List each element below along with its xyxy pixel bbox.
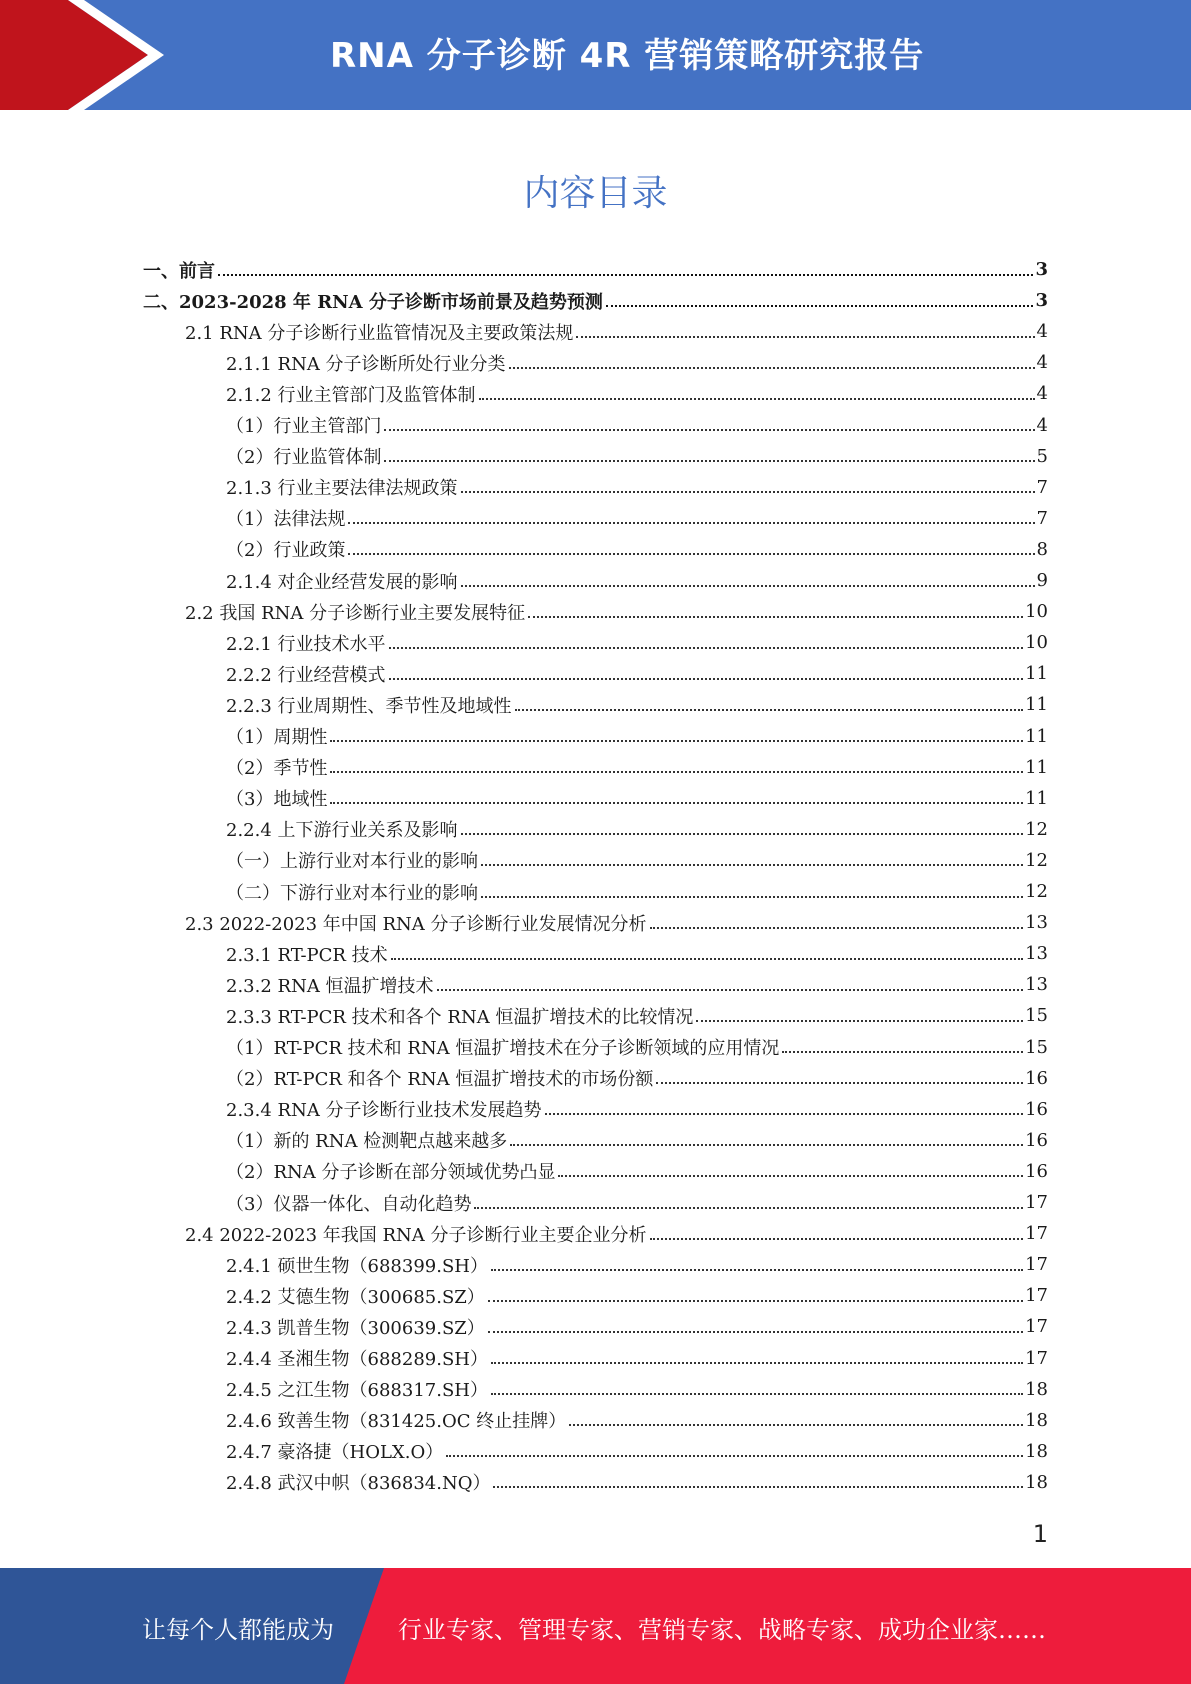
- toc-entry-label: 二、2023-2028 年 RNA 分子诊断市场前景及趋势预测: [143, 291, 603, 313]
- toc-dot-leader: [782, 1051, 1023, 1053]
- toc-entry-page: 11: [1025, 756, 1048, 778]
- toc-entry-label: 2.2.4 上下游行业关系及影响: [226, 820, 458, 842]
- toc-dot-leader: [437, 989, 1024, 991]
- toc-entry-label: （3）仪器一体化、自动化趋势: [226, 1193, 472, 1215]
- toc-dot-leader: [650, 1238, 1024, 1240]
- toc-dot-leader: [330, 771, 1023, 773]
- toc-dot-leader: [558, 1175, 1023, 1177]
- toc-entry-label: 2.3.3 RT-PCR 技术和各个 RNA 恒温扩增技术的比较情况: [226, 1006, 694, 1028]
- toc-entry-page: 17: [1025, 1254, 1048, 1276]
- toc-dot-leader: [461, 491, 1035, 493]
- toc-entry-label: 2.4.6 致善生物（831425.OC 终止挂牌）: [226, 1411, 567, 1433]
- toc-entry[interactable]: [226, 534, 1048, 565]
- toc-entry-label: 2.1.1 RNA 分子诊断所处行业分类: [226, 353, 506, 375]
- toc-entry[interactable]: [226, 1032, 1048, 1063]
- toc-entry[interactable]: [226, 721, 1048, 752]
- toc-dot-leader: [481, 864, 1023, 866]
- toc-entry[interactable]: [226, 1280, 1048, 1311]
- toc-dot-leader: [384, 460, 1034, 462]
- toc-entry[interactable]: [226, 1343, 1048, 1374]
- toc-entry-page: 18: [1025, 1378, 1048, 1400]
- toc-entry-page: 16: [1025, 1160, 1048, 1182]
- toc-entry-page: 13: [1025, 974, 1048, 996]
- toc-entry-page: 8: [1036, 538, 1048, 560]
- toc-entry-page: 4: [1036, 383, 1048, 405]
- toc-entry-page: 11: [1025, 787, 1048, 809]
- toc-entry-page: 4: [1036, 352, 1048, 374]
- toc-dot-leader: [491, 1269, 1023, 1271]
- toc-entry[interactable]: [185, 907, 1048, 938]
- toc-entry[interactable]: [226, 472, 1048, 503]
- toc-entry[interactable]: [226, 814, 1048, 845]
- toc-entry-page: 18: [1025, 1409, 1048, 1431]
- toc-entry-label: （2）行业监管体制: [226, 447, 382, 469]
- toc-dot-leader: [461, 833, 1024, 835]
- toc-entry[interactable]: [143, 285, 1048, 316]
- toc-dot-leader: [446, 1455, 1023, 1457]
- toc-entry-label: （2）季节性: [226, 758, 328, 780]
- toc-dot-leader: [606, 305, 1034, 307]
- toc-dot-leader: [218, 274, 1033, 276]
- toc-entry-label: （二）下游行业对本行业的影响: [226, 882, 478, 904]
- footer-slogan-right: 行业专家、管理专家、营销专家、战略专家、成功企业家……: [398, 1616, 1046, 1644]
- toc-dot-leader: [696, 1020, 1023, 1022]
- toc-dot-leader: [528, 616, 1023, 618]
- toc-entry[interactable]: [226, 1187, 1048, 1218]
- toc-entry[interactable]: [226, 1094, 1048, 1125]
- toc-entry-page: 18: [1025, 1471, 1048, 1493]
- toc-entry-page: 15: [1025, 1036, 1048, 1058]
- toc-dot-leader: [491, 1362, 1023, 1364]
- toc-entry-label: 2.3.2 RNA 恒温扩增技术: [226, 975, 434, 997]
- toc-dot-leader: [509, 367, 1035, 369]
- toc-entry[interactable]: [226, 1000, 1048, 1031]
- toc-entry[interactable]: [226, 378, 1048, 409]
- toc-dot-leader: [461, 585, 1035, 587]
- toc-dot-leader: [493, 1486, 1023, 1488]
- toc-entry[interactable]: [226, 1249, 1048, 1280]
- toc-entry-page: 15: [1025, 1005, 1048, 1027]
- toc-entry-page: 17: [1025, 1192, 1048, 1213]
- toc-entry[interactable]: [226, 410, 1048, 441]
- toc-entry[interactable]: [185, 596, 1048, 627]
- toc-entry[interactable]: [226, 1063, 1048, 1094]
- toc-entry-label: 2.1.3 行业主要法律法规政策: [226, 478, 458, 500]
- footer-slogan-left: 让每个人都能成为: [142, 1616, 334, 1644]
- toc-dot-leader: [389, 647, 1024, 649]
- toc-dot-leader: [656, 1082, 1023, 1084]
- toc-entry-label: （1）RT-PCR 技术和 RNA 恒温扩增技术在分子诊断领域的应用情况: [226, 1038, 780, 1059]
- toc-entry-label: （2）行业政策: [226, 540, 346, 562]
- toc-dot-leader: [481, 896, 1023, 898]
- toc-dot-leader: [650, 927, 1024, 929]
- toc-entry-page: 12: [1025, 849, 1048, 871]
- toc-entry-label: 2.4 2022-2023 年我国 RNA 分子诊断行业主要企业分析: [185, 1224, 647, 1246]
- toc-entry-label: （1）行业主管部门: [226, 416, 382, 437]
- footer-banner: [0, 1568, 1191, 1684]
- toc-entry-page: 9: [1036, 570, 1048, 591]
- toc-dot-leader: [569, 1424, 1023, 1426]
- toc-entry[interactable]: [226, 1436, 1048, 1467]
- toc-entry-page: 11: [1025, 725, 1048, 747]
- toc-entry-page: 11: [1025, 694, 1048, 716]
- toc-dot-leader: [391, 958, 1023, 960]
- toc-entry[interactable]: [185, 1218, 1048, 1249]
- toc-entry-label: （3）地域性: [226, 789, 328, 811]
- toc-entry[interactable]: [226, 1405, 1048, 1436]
- toc-entry-label: 2.1.2 行业主管部门及监管体制: [226, 384, 476, 406]
- toc-entry[interactable]: [226, 783, 1048, 814]
- toc-dot-leader: [515, 709, 1024, 711]
- toc-dot-leader: [348, 553, 1034, 555]
- toc-entry-label: 2.4.8 武汉中帜（836834.NQ）: [226, 1473, 491, 1495]
- toc-entry[interactable]: [226, 658, 1048, 689]
- toc-entry[interactable]: [226, 938, 1048, 969]
- toc-entry-page: 7: [1036, 476, 1048, 498]
- toc-entry-label: 2.2.1 行业技术水平: [226, 633, 386, 655]
- toc-entry[interactable]: [226, 1467, 1048, 1498]
- toc-entry-page: 16: [1025, 1098, 1048, 1120]
- toc-entry-label: 2.2.3 行业周期性、季节性及地域性: [226, 695, 512, 717]
- toc-entry[interactable]: [226, 565, 1048, 596]
- toc-entry-label: 2.2 我国 RNA 分子诊断行业主要发展特征: [185, 602, 526, 624]
- toc-dot-leader: [576, 336, 1034, 338]
- toc-entry-label: 2.2.2 行业经营模式: [226, 664, 386, 686]
- toc-entry[interactable]: [226, 1156, 1048, 1187]
- toc-entry-label: 2.1 RNA 分子诊断行业监管情况及主要政策法规: [185, 322, 574, 344]
- toc-entry-label: 2.4.4 圣湘生物（688289.SH）: [226, 1349, 488, 1370]
- toc-entry-page: 10: [1025, 632, 1048, 654]
- toc-entry-page: 12: [1025, 818, 1048, 840]
- toc-entry[interactable]: [226, 969, 1048, 1000]
- toc-entry-label: 2.3 2022-2023 年中国 RNA 分子诊断行业发展情况分析: [185, 913, 647, 935]
- toc-entry-page: 17: [1025, 1285, 1048, 1307]
- toc-dot-leader: [389, 678, 1024, 680]
- toc-entry[interactable]: [226, 689, 1048, 720]
- toc-entry[interactable]: [226, 347, 1048, 378]
- toc-entry[interactable]: [226, 752, 1048, 783]
- toc-entry-label: 2.3.4 RNA 分子诊断行业技术发展趋势: [226, 1100, 542, 1122]
- toc-entry-label: 2.4.1 硕世生物（688399.SH）: [226, 1255, 488, 1277]
- toc-heading: 内容目录: [523, 173, 668, 214]
- toc-entry-label: （1）法律法规: [226, 509, 346, 531]
- toc-dot-leader: [491, 1393, 1023, 1395]
- header-banner: [0, 0, 1191, 110]
- toc-dot-leader: [348, 522, 1034, 524]
- page-number: 1: [1032, 1520, 1048, 1548]
- toc-dot-leader: [330, 740, 1023, 742]
- toc-dot-leader: [384, 429, 1034, 431]
- toc-entry-page: 13: [1025, 943, 1048, 965]
- toc-entry-label: 一、前言: [143, 260, 215, 282]
- toc-entry-page: 17: [1025, 1223, 1048, 1245]
- toc-entry-label: 2.3.1 RT-PCR 技术: [226, 944, 388, 966]
- toc-dot-leader: [545, 1113, 1024, 1115]
- toc-entry[interactable]: [226, 1374, 1048, 1405]
- toc-dot-leader: [488, 1331, 1023, 1333]
- toc-entry[interactable]: [226, 1311, 1048, 1342]
- report-title: RNA 分子诊断 4R 营销策略研究报告: [330, 36, 925, 76]
- toc-entry-page: 18: [1025, 1440, 1048, 1462]
- toc-entry[interactable]: [226, 503, 1048, 534]
- toc-entry-page: 5: [1036, 445, 1048, 467]
- toc-entry-label: （1）周期性: [226, 727, 328, 748]
- toc-entry-page: 17: [1025, 1316, 1048, 1338]
- toc-entry-page: 4: [1036, 321, 1048, 343]
- toc-entry-page: 16: [1025, 1129, 1048, 1151]
- toc-entry-label: 2.4.5 之江生物（688317.SH）: [226, 1380, 488, 1402]
- toc-entry[interactable]: [226, 1125, 1048, 1156]
- toc-dot-leader: [474, 1207, 1023, 1209]
- toc-entry-page: 3: [1035, 259, 1048, 280]
- toc-entry[interactable]: [226, 627, 1048, 658]
- toc-entry-page: 7: [1036, 507, 1048, 529]
- toc-entry-page: 16: [1025, 1067, 1048, 1089]
- toc-entry[interactable]: [143, 254, 1048, 285]
- toc-entry[interactable]: [226, 845, 1048, 876]
- toc-dot-leader: [330, 802, 1023, 804]
- toc-entry-label: （1）新的 RNA 检测靶点越来越多: [226, 1131, 508, 1153]
- toc-dot-leader: [510, 1144, 1023, 1146]
- toc-dot-leader: [479, 398, 1035, 400]
- toc-entry[interactable]: [185, 316, 1048, 347]
- toc-entry-page: 4: [1036, 414, 1048, 436]
- toc-entry-label: 2.4.2 艾德生物（300685.SZ）: [226, 1286, 485, 1308]
- toc-entry-page: 11: [1025, 663, 1048, 685]
- toc-entry-page: 12: [1025, 881, 1048, 902]
- toc-entry[interactable]: [226, 441, 1048, 472]
- toc-entry-label: 2.4.3 凯普生物（300639.SZ）: [226, 1317, 485, 1339]
- toc-entry-page: 13: [1025, 912, 1048, 934]
- toc-entry-label: （2）RNA 分子诊断在部分领域优势凸显: [226, 1162, 556, 1184]
- toc-entry-label: （一）上游行业对本行业的影响: [226, 851, 478, 873]
- header-arrow-decoration: [0, 0, 200, 110]
- toc-entry-page: 10: [1025, 601, 1048, 623]
- toc-entry-label: （2）RT-PCR 和各个 RNA 恒温扩增技术的市场份额: [226, 1069, 654, 1091]
- toc-dot-leader: [488, 1300, 1023, 1302]
- toc-entry-label: 2.1.4 对企业经营发展的影响: [226, 571, 458, 593]
- toc-entry-label: 2.4.7 豪洛捷（HOLX.O）: [226, 1442, 444, 1464]
- toc-entry-page: 17: [1025, 1347, 1048, 1369]
- toc-entry[interactable]: [226, 876, 1048, 907]
- toc-entry-page: 3: [1035, 290, 1048, 312]
